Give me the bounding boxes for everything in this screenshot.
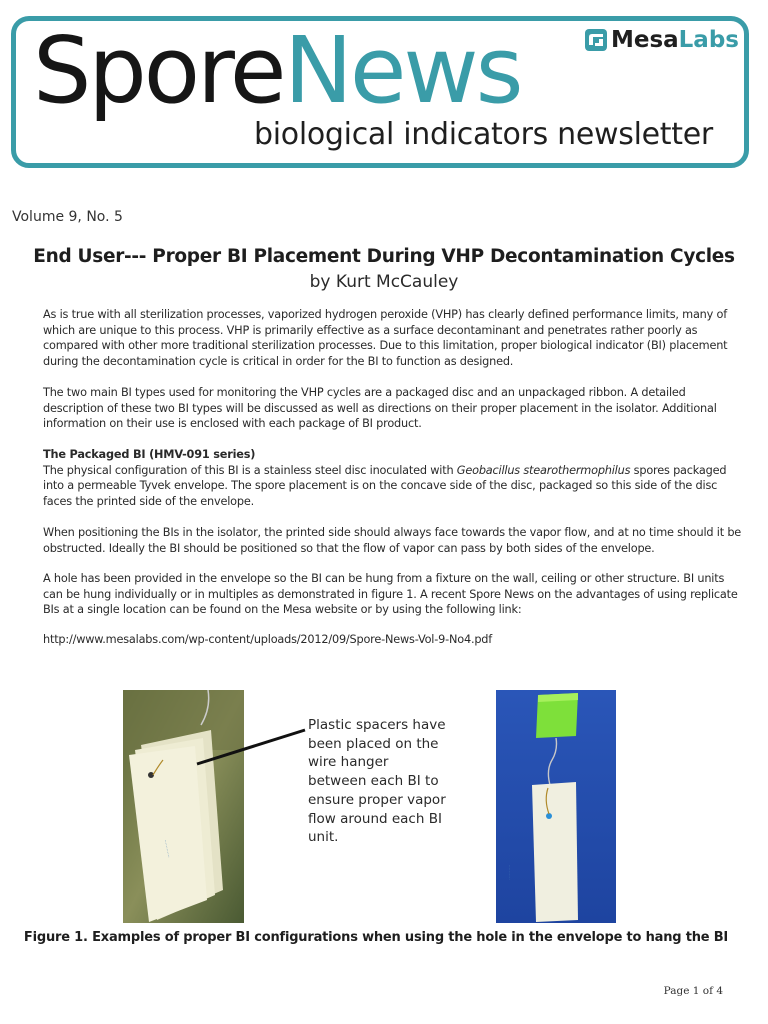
masthead bbox=[11, 16, 749, 168]
paragraph-3-b: spores packaged into a permeable Tyvek envelope. The spore placement is on the concave side of the disc, packaged so this side of the disc faces the printed side of the envelope. bbox=[43, 463, 727, 508]
article-byline: by Kurt McCauley bbox=[309, 272, 459, 292]
paragraph-1: As is true with all sterilization processes, vaporized hydrogen peroxide (VHP) has clearly defined performance limits, many of which are unique to this process. VHP is primarily effective as a surface decontaminant and penetrates rather poorly as compared with other more traditional sterilization processes. Due to this limitation, proper biological indicator (BI) placement during the decontamination cycle is critical in order for the BI to function as designed. bbox=[43, 308, 728, 368]
paragraph-2: The two main BI types used for monitoring the VHP cycles are a packaged disc and an unpackaged ribbon. A detailed description of these two BI types will be discussed as well as directions on their proper placement in the isolator. Additional information on their use is enclosed with each package of BI product. bbox=[43, 386, 717, 431]
photo-single-bi bbox=[496, 690, 616, 923]
species-name: Geobacillus stearothermophilus bbox=[456, 463, 631, 477]
svg-text:ᐧᐧᐧᐧᐧᐧᐧᐧᐧᐧ: ᐧᐧᐧᐧᐧᐧᐧᐧᐧᐧ bbox=[507, 864, 514, 880]
section-packaged-bi bbox=[43, 447, 743, 509]
page-number: Page 1 of 4 bbox=[663, 985, 723, 997]
paragraph-positioning bbox=[43, 525, 743, 556]
paragraph-5: A hole has been provided in the envelope so the BI can be hung from a fixture on the wall, ceiling or other structure. BI units can be hung individually or in multiples as demonstrated in figure 1. A recent Spore News on the advantages of using replicate BIs at a single location can be found on the Mesa website or by using the following link: bbox=[43, 572, 738, 617]
paragraph-3 bbox=[43, 463, 743, 510]
brand-news: News bbox=[284, 17, 521, 124]
figure-caption: Figure 1. Examples of proper BI configurations when using the hole in the envelope to hang the BI bbox=[23, 930, 729, 945]
publisher-name-labs: Labs bbox=[678, 27, 739, 53]
publisher-name-mesa: Mesa bbox=[610, 27, 679, 53]
brand-tagline: biological indicators newsletter bbox=[254, 117, 713, 152]
brand-spore: Spore bbox=[33, 17, 284, 124]
mesalabs-logo-icon bbox=[585, 29, 607, 51]
article-title: End User--- Proper BI Placement During VHP Decontamination Cycles bbox=[33, 246, 735, 267]
figure-callout: Plastic spacers have been placed on the wire hanger between each BI to ensure proper vapor flow around each BI unit. bbox=[308, 717, 446, 846]
photo-multiple-bis bbox=[123, 690, 244, 923]
paragraph-intro bbox=[43, 307, 743, 369]
callout-pointer-line bbox=[195, 726, 307, 766]
issue-volume: Volume 9, No. 5 bbox=[12, 209, 123, 225]
paragraph-hanging bbox=[43, 571, 743, 618]
paragraph-4: When positioning the BIs in the isolator, the printed side should always face towards the vapor flow, and at no time should it be obstructed. Ideally the BI should be positioned so that the flow of vapor can pass by both sides of the envelope. bbox=[43, 526, 742, 555]
svg-text:ᐧᐧᐧᐧᐧᐧᐧᐧᐧᐧᐧᐧ: ᐧᐧᐧᐧᐧᐧᐧᐧᐧᐧᐧᐧ bbox=[161, 838, 172, 859]
paragraph-bi-types bbox=[43, 385, 743, 432]
reference-link[interactable]: http://www.mesalabs.com/wp-content/uploads/2012/09/Spore-News-Vol-9-No4.pdf bbox=[43, 633, 493, 646]
publisher-logo bbox=[585, 27, 739, 53]
paragraph-3-a: The physical configuration of this BI is a stainless steel disc inoculated with bbox=[43, 463, 457, 477]
section-subhead: The Packaged BI (HMV-091 series) bbox=[43, 448, 256, 461]
